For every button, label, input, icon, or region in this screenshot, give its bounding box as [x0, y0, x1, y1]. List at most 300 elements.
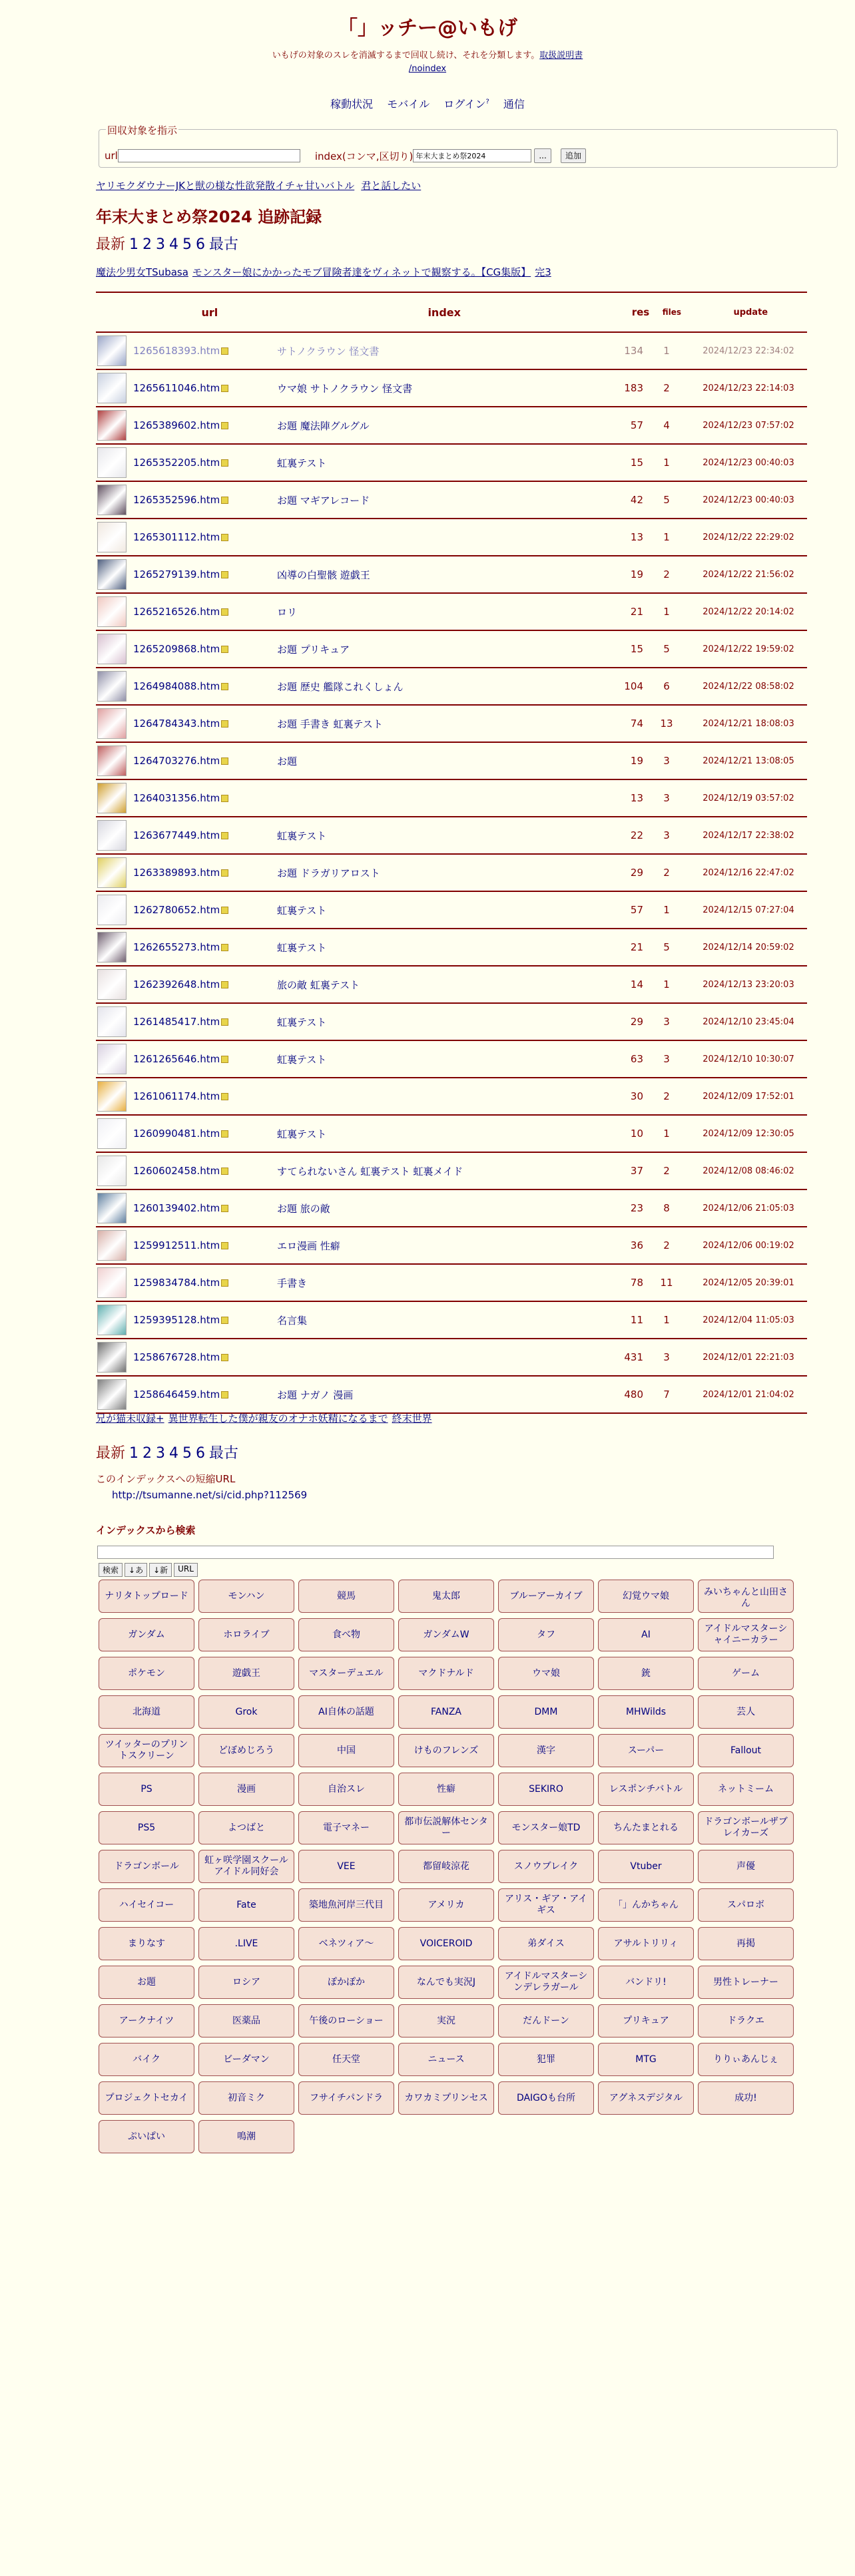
- thread-link[interactable]: 1264031356.htm: [133, 792, 220, 804]
- tag-button[interactable]: アイドルマスターシンデレラガール: [498, 1966, 594, 1999]
- cell-index[interactable]: エロ漫画 性癖: [277, 1239, 340, 1252]
- tag-button[interactable]: ドラゴンボール: [99, 1850, 194, 1883]
- tag-button[interactable]: DAIGOも台所: [498, 2081, 594, 2115]
- cell-index[interactable]: お題: [277, 755, 298, 767]
- tag-button[interactable]: ロシア: [198, 1966, 294, 1999]
- col-update: update: [733, 307, 768, 318]
- archive-icon[interactable]: [221, 720, 228, 728]
- archive-icon[interactable]: [221, 385, 228, 392]
- thread-link[interactable]: 1264703276.htm: [133, 755, 220, 767]
- cell-index[interactable]: お題 ドラガリアロスト: [277, 867, 380, 879]
- tag-button[interactable]: フサイチパンドラ: [298, 2081, 394, 2115]
- thread-thumbnail[interactable]: [97, 857, 127, 888]
- thread-link[interactable]: 1265352205.htm: [133, 457, 220, 469]
- pager-bottom: [96, 1442, 242, 1462]
- archive-icon[interactable]: [221, 1130, 228, 1138]
- thread-link[interactable]: 1262655273.htm: [133, 941, 220, 953]
- thread-thumbnail[interactable]: [97, 1267, 127, 1298]
- thread-link[interactable]: 1258646459.htm: [133, 1389, 220, 1400]
- archive-icon[interactable]: [221, 757, 228, 765]
- thread-thumbnail[interactable]: [97, 708, 127, 739]
- thread-thumbnail[interactable]: [97, 596, 127, 627]
- tag-button[interactable]: AI: [598, 1618, 694, 1651]
- archive-icon[interactable]: [221, 1242, 228, 1249]
- pager-page-1[interactable]: 1: [129, 1445, 139, 1462]
- tag-button[interactable]: 都市伝説解体センター: [398, 1811, 494, 1844]
- cell-index[interactable]: お題 手書き 虹裏テスト: [277, 718, 383, 730]
- tag-button[interactable]: けものフレンズ: [398, 1734, 494, 1767]
- cell-index[interactable]: サトノクラウン 怪文書: [277, 345, 380, 357]
- thread-thumbnail[interactable]: [97, 1081, 127, 1112]
- thread-link[interactable]: 1263677449.htm: [133, 829, 220, 841]
- tag-button[interactable]: アリス・ギア・アイギス: [498, 1888, 594, 1922]
- tag-button[interactable]: ぽかぽか: [298, 1966, 394, 1999]
- cell-update: 2024/12/06 00:19:02: [703, 1240, 794, 1251]
- thread-link[interactable]: 1259834784.htm: [133, 1277, 220, 1289]
- pager-newest[interactable]: 最新: [96, 1445, 126, 1462]
- tag-button[interactable]: スノウブレイク: [498, 1850, 594, 1883]
- tag-button[interactable]: よつばと: [198, 1811, 294, 1844]
- table-row: [96, 892, 807, 929]
- cell-files: 3: [663, 792, 670, 804]
- table-row: [96, 1190, 807, 1227]
- thread-link[interactable]: 1260990481.htm: [133, 1128, 220, 1140]
- add-button[interactable]: 追加: [561, 148, 586, 163]
- tag-button[interactable]: 幻覚ウマ娘: [598, 1580, 694, 1613]
- pager-page-3[interactable]: 3: [156, 236, 166, 253]
- cell-index[interactable]: お題 ナガノ 漫画: [277, 1389, 354, 1401]
- pager-oldest[interactable]: 最古: [209, 236, 239, 253]
- archive-icon[interactable]: [221, 1205, 228, 1212]
- tag-button[interactable]: どぼめじろう: [198, 1734, 294, 1767]
- thread-thumbnail[interactable]: [97, 634, 127, 664]
- archive-icon[interactable]: [221, 1093, 228, 1100]
- thread-link[interactable]: 1264984088.htm: [133, 680, 220, 692]
- cell-update: 2024/12/23 07:57:02: [703, 420, 794, 431]
- cell-url: [96, 671, 277, 702]
- tag-button[interactable]: プロジェクトセカイ: [99, 2081, 194, 2115]
- archive-icon[interactable]: [221, 347, 228, 355]
- short-url-block: [96, 1471, 307, 1503]
- thread-link[interactable]: 1265618393.htm: [133, 345, 220, 357]
- tag-button[interactable]: ガンダム: [99, 1618, 194, 1651]
- tag-button[interactable]: スーパー: [598, 1734, 694, 1767]
- foot-links: [96, 1411, 436, 1425]
- cell-files: 3: [663, 829, 670, 841]
- foot-link-1[interactable]: 兄が猫未収録+: [96, 1412, 164, 1424]
- table-row: [96, 631, 807, 668]
- thread-thumbnail[interactable]: [97, 1044, 127, 1074]
- thread-thumbnail[interactable]: [97, 1342, 127, 1373]
- archive-icon[interactable]: [221, 832, 228, 839]
- tag-button[interactable]: モンスター娘TD: [498, 1811, 594, 1844]
- cell-files: 8: [663, 1202, 670, 1214]
- cell-files: 4: [663, 419, 670, 431]
- cell-files: 2: [663, 1239, 670, 1251]
- tag-button[interactable]: 犯罪: [498, 2043, 594, 2076]
- top-link-2[interactable]: 君と話したい: [361, 180, 422, 192]
- table-row: [96, 1302, 807, 1339]
- table-row: [96, 1041, 807, 1078]
- cell-index[interactable]: 虹裏テスト: [277, 1053, 327, 1066]
- short-url-value[interactable]: http://tsumanne.net/si/cid.php?112569: [112, 1489, 308, 1501]
- table-row: [96, 1153, 807, 1190]
- cell-index[interactable]: お題 魔法陣グルグル: [277, 419, 370, 432]
- sub-link-3[interactable]: 完3: [535, 266, 551, 278]
- thread-thumbnail[interactable]: [97, 1230, 127, 1261]
- tag-button[interactable]: 競馬: [298, 1580, 394, 1613]
- tag-button[interactable]: まりなす: [99, 1927, 194, 1960]
- thread-link[interactable]: 1259912511.htm: [133, 1239, 220, 1251]
- tag-button[interactable]: ビーダマン: [198, 2043, 294, 2076]
- tag-button[interactable]: アークナイツ: [99, 2004, 194, 2038]
- thread-thumbnail[interactable]: [97, 1305, 127, 1335]
- cell-files: 1: [663, 978, 670, 990]
- thread-link[interactable]: 1258676728.htm: [133, 1351, 220, 1363]
- cell-res: 13: [630, 792, 643, 804]
- thread-link[interactable]: 1259395128.htm: [133, 1314, 220, 1326]
- thread-thumbnail[interactable]: [97, 820, 127, 851]
- tag-button[interactable]: スパロボ: [698, 1888, 794, 1922]
- tag-button[interactable]: ハイセイコー: [99, 1888, 194, 1922]
- tag-button[interactable]: 初音ミク: [198, 2081, 294, 2115]
- search-input[interactable]: [97, 1546, 774, 1559]
- thread-link[interactable]: 1265301112.htm: [133, 531, 220, 543]
- tag-button[interactable]: ドラクエ: [698, 2004, 794, 2038]
- archive-icon[interactable]: [221, 907, 228, 914]
- cell-index[interactable]: ウマ娘 サトノクラウン 怪文書: [277, 382, 413, 395]
- thread-link[interactable]: 1260602458.htm: [133, 1165, 220, 1177]
- tag-button[interactable]: AI自体の話題: [298, 1695, 394, 1729]
- sort-new-button[interactable]: ↓新: [149, 1563, 172, 1577]
- tag-button[interactable]: 「」んかちゃん: [598, 1888, 694, 1922]
- cell-update: 2024/12/01 21:04:02: [703, 1389, 794, 1400]
- tag-button[interactable]: Vtuber: [598, 1850, 694, 1883]
- cell-index[interactable]: 虹裏テスト: [277, 457, 327, 469]
- tag-button[interactable]: バンドリ!: [598, 1966, 694, 1999]
- thread-link[interactable]: 1263389893.htm: [133, 867, 220, 879]
- tag-button[interactable]: Fallout: [698, 1734, 794, 1767]
- thread-thumbnail[interactable]: [97, 373, 127, 403]
- cell-index[interactable]: 虹裏テスト: [277, 904, 327, 917]
- cell-files: 3: [663, 1351, 670, 1363]
- thread-thumbnail[interactable]: [97, 932, 127, 963]
- thread-link[interactable]: 1264784343.htm: [133, 718, 220, 730]
- tag-button[interactable]: 自治スレ: [298, 1773, 394, 1806]
- tag-button[interactable]: VOICEROID: [398, 1927, 494, 1960]
- tag-button[interactable]: モンハン: [198, 1580, 294, 1613]
- cell-res: 23: [630, 1202, 643, 1214]
- tag-button[interactable]: DMM: [498, 1695, 594, 1729]
- foot-link-2[interactable]: 異世界転生した僕が親友のオナホ妖精になるまで: [168, 1412, 388, 1424]
- index-input[interactable]: [413, 149, 531, 162]
- cell-index[interactable]: お題 旅の敵: [277, 1202, 330, 1215]
- thread-thumbnail[interactable]: [97, 485, 127, 515]
- cell-index[interactable]: お題 歴史 艦隊これくしょん: [277, 680, 404, 693]
- top-link-1[interactable]: ヤリモクダウナーJKと獣の様な性欲発散イチャ甘いバトル: [96, 180, 355, 192]
- pager-page-2[interactable]: 2: [142, 236, 152, 253]
- thread-thumbnail[interactable]: [97, 671, 127, 702]
- archive-icon[interactable]: [221, 571, 228, 578]
- cell-url: [96, 1193, 277, 1223]
- archive-icon[interactable]: [221, 422, 228, 429]
- noindex-link[interactable]: /noindex: [408, 64, 447, 74]
- thread-thumbnail[interactable]: [97, 410, 127, 441]
- thread-thumbnail[interactable]: [97, 1006, 127, 1037]
- tag-button[interactable]: みいちゃんと山田さん: [698, 1580, 794, 1613]
- thread-thumbnail[interactable]: [97, 1379, 127, 1410]
- sub-link-1[interactable]: 魔法少男女TSubasa: [96, 266, 188, 278]
- thread-thumbnail[interactable]: [97, 559, 127, 590]
- cell-files: 2: [663, 382, 670, 394]
- cell-url: [96, 783, 277, 813]
- cell-update: 2024/12/21 13:08:05: [703, 755, 794, 766]
- cell-url: [96, 1081, 277, 1112]
- table-row: [96, 1227, 807, 1265]
- archive-icon[interactable]: [221, 1018, 228, 1026]
- tag-button[interactable]: 医薬品: [198, 2004, 294, 2038]
- table-row: [96, 407, 807, 445]
- tag-button[interactable]: ベネツィア～: [298, 1927, 394, 1960]
- cell-index[interactable]: お題 マギアレコード: [277, 494, 370, 507]
- archive-icon[interactable]: [221, 1056, 228, 1063]
- search-button[interactable]: 検索: [99, 1563, 123, 1577]
- archive-icon[interactable]: [221, 1168, 228, 1175]
- pager-page-3[interactable]: 3: [156, 1445, 166, 1462]
- tag-button[interactable]: だんドーン: [498, 2004, 594, 2038]
- cell-update: 2024/12/23 22:34:02: [703, 345, 794, 356]
- pager-page-6[interactable]: 6: [196, 236, 206, 253]
- thread-link[interactable]: 1262392648.htm: [133, 978, 220, 990]
- tag-button[interactable]: ツイッターのプリントスクリーン: [99, 1734, 194, 1767]
- archive-icon[interactable]: [221, 981, 228, 988]
- cell-files: 5: [663, 941, 670, 953]
- thread-thumbnail[interactable]: [97, 1156, 127, 1186]
- thread-link[interactable]: 1265389602.htm: [133, 419, 220, 431]
- tag-button[interactable]: ドラゴンボールザブレイカーズ: [698, 1811, 794, 1844]
- tag-button[interactable]: 再掲: [698, 1927, 794, 1960]
- tag-button[interactable]: アメリカ: [398, 1888, 494, 1922]
- cell-files: 1: [663, 531, 670, 543]
- archive-icon[interactable]: [221, 1279, 228, 1287]
- pager-page-5[interactable]: 5: [182, 1445, 192, 1462]
- pager-page-1[interactable]: 1: [129, 236, 139, 253]
- thread-link[interactable]: 1260139402.htm: [133, 1202, 220, 1214]
- tag-button[interactable]: バイク: [99, 2043, 194, 2076]
- tag-button[interactable]: ニュース: [398, 2043, 494, 2076]
- thread-thumbnail[interactable]: [97, 335, 127, 366]
- tag-button[interactable]: ポケモン: [99, 1657, 194, 1690]
- tag-button[interactable]: アイドルマスターシャイニーカラー: [698, 1618, 794, 1651]
- tag-button[interactable]: 弟ダイス: [498, 1927, 594, 1960]
- tag-button[interactable]: MHWilds: [598, 1695, 694, 1729]
- tag-button[interactable]: 銃: [598, 1657, 694, 1690]
- tag-button[interactable]: 男性トレーナー: [698, 1966, 794, 1999]
- table-row: [96, 1377, 807, 1414]
- tag-button[interactable]: SEKIRO: [498, 1773, 594, 1806]
- tag-button[interactable]: ホロライブ: [198, 1618, 294, 1651]
- tag-button[interactable]: 遊戯王: [198, 1657, 294, 1690]
- tag-button[interactable]: Grok: [198, 1695, 294, 1729]
- tag-button[interactable]: マスターデュエル: [298, 1657, 394, 1690]
- tag-button[interactable]: 中国: [298, 1734, 394, 1767]
- tag-button[interactable]: アサルトリリィ: [598, 1927, 694, 1960]
- url-button[interactable]: URL: [174, 1563, 198, 1577]
- url-label: url: [105, 150, 118, 162]
- thread-thumbnail[interactable]: [97, 447, 127, 478]
- cell-url: [96, 932, 277, 963]
- tag-button[interactable]: 性癖: [398, 1773, 494, 1806]
- thread-link[interactable]: 1265216526.htm: [133, 606, 220, 618]
- tag-button[interactable]: プリキュア: [598, 2004, 694, 2038]
- cell-index[interactable]: 名言集: [277, 1314, 308, 1327]
- tag-button[interactable]: 成功!: [698, 2081, 794, 2115]
- tag-button[interactable]: 電子マネー: [298, 1811, 394, 1844]
- thread-thumbnail[interactable]: [97, 969, 127, 1000]
- tag-button[interactable]: アグネスデジタル: [598, 2081, 694, 2115]
- tag-button[interactable]: ナリタトップロード: [99, 1580, 194, 1613]
- cell-res: 134: [624, 345, 643, 357]
- nav-mobile[interactable]: モバイル: [387, 98, 430, 110]
- tag-button[interactable]: ガンダムW: [398, 1618, 494, 1651]
- cell-index[interactable]: 虹裏テスト: [277, 829, 327, 842]
- archive-icon[interactable]: [221, 795, 228, 802]
- pager-page-6[interactable]: 6: [196, 1445, 206, 1462]
- thread-link[interactable]: 1261061174.htm: [133, 1090, 220, 1102]
- tag-button[interactable]: 芸人: [698, 1695, 794, 1729]
- tag-button[interactable]: 実況: [398, 2004, 494, 2038]
- thread-thumbnail[interactable]: [97, 895, 127, 925]
- archive-icon[interactable]: [221, 1317, 228, 1324]
- cell-index[interactable]: 虹裏テスト: [277, 941, 327, 954]
- thread-link[interactable]: 1265279139.htm: [133, 568, 220, 580]
- thread-link[interactable]: 1262780652.htm: [133, 904, 220, 916]
- thread-link[interactable]: 1261265646.htm: [133, 1053, 220, 1065]
- tag-button[interactable]: 漢字: [498, 1734, 594, 1767]
- more-button[interactable]: ...: [534, 148, 551, 163]
- archive-icon[interactable]: [221, 944, 228, 951]
- tag-button[interactable]: りりぃあんじぇ: [698, 2043, 794, 2076]
- cell-index[interactable]: ロリ: [277, 606, 298, 618]
- tag-button[interactable]: PS: [99, 1773, 194, 1806]
- cell-index[interactable]: 手書き: [277, 1277, 308, 1289]
- cell-index[interactable]: 虹裏テスト: [277, 1128, 327, 1140]
- cell-index[interactable]: すてられないさん 虹裏テスト 虹裏メイド: [277, 1165, 463, 1178]
- thread-thumbnail[interactable]: [97, 783, 127, 813]
- tag-button[interactable]: カワカミプリンセス: [398, 2081, 494, 2115]
- pager-page-2[interactable]: 2: [142, 1445, 152, 1462]
- cell-index[interactable]: 旅の敵 虹裏テスト: [277, 978, 360, 991]
- tag-button[interactable]: なんでも実況J: [398, 1966, 494, 1999]
- tag-button[interactable]: 漫画: [198, 1773, 294, 1806]
- cell-files: 2: [663, 867, 670, 879]
- archive-icon[interactable]: [221, 646, 228, 653]
- pager-page-4[interactable]: 4: [169, 236, 179, 253]
- tag-button[interactable]: .LIVE: [198, 1927, 294, 1960]
- tag-button[interactable]: マクドナルド: [398, 1657, 494, 1690]
- thread-thumbnail[interactable]: [97, 1193, 127, 1223]
- tag-button[interactable]: ゲーム: [698, 1657, 794, 1690]
- cell-res: 63: [630, 1053, 643, 1065]
- archive-icon[interactable]: [221, 459, 228, 467]
- tag-button[interactable]: 鳴潮: [198, 2120, 294, 2153]
- pager-oldest[interactable]: 最古: [209, 1445, 239, 1462]
- tag-button[interactable]: FANZA: [398, 1695, 494, 1729]
- url-input[interactable]: [118, 149, 300, 162]
- thread-link[interactable]: 1261485417.htm: [133, 1016, 220, 1028]
- archive-icon[interactable]: [221, 534, 228, 541]
- archive-icon[interactable]: [221, 1391, 228, 1398]
- nav-status[interactable]: 稼動状況: [330, 98, 374, 110]
- pager-page-5[interactable]: 5: [182, 236, 192, 253]
- tag-button[interactable]: タフ: [498, 1618, 594, 1651]
- thread-link[interactable]: 1265352596.htm: [133, 494, 220, 506]
- archive-icon[interactable]: [221, 683, 228, 690]
- tag-button[interactable]: レスポンチバトル: [598, 1773, 694, 1806]
- archive-icon[interactable]: [221, 1354, 228, 1361]
- tag-button[interactable]: MTG: [598, 2043, 694, 2076]
- tag-button[interactable]: 鬼太郎: [398, 1580, 494, 1613]
- sort-kana-button[interactable]: ↓あ: [125, 1563, 147, 1577]
- tag-button[interactable]: VEE: [298, 1850, 394, 1883]
- thread-thumbnail[interactable]: [97, 1118, 127, 1149]
- tag-button[interactable]: 虹ヶ咲学園スクールアイドル同好会: [198, 1850, 294, 1883]
- tag-button[interactable]: ブルーアーカイブ: [498, 1580, 594, 1613]
- archive-icon[interactable]: [221, 608, 228, 616]
- cell-index[interactable]: 虹裏テスト: [277, 1016, 327, 1028]
- tag-button[interactable]: PS5: [99, 1811, 194, 1844]
- tag-button[interactable]: Fate: [198, 1888, 294, 1922]
- thread-table: [96, 292, 807, 1414]
- tag-button[interactable]: ぷいぱい: [99, 2120, 194, 2153]
- tag-button[interactable]: 都留岐涼花: [398, 1850, 494, 1883]
- pager-newest[interactable]: 最新: [96, 236, 126, 253]
- nav-comm[interactable]: 通信: [503, 98, 525, 110]
- tag-button[interactable]: 築地魚河岸三代目: [298, 1888, 394, 1922]
- sub-link-2[interactable]: モンスター娘にかかったモブ冒険者達をヴィネットで観察する。【CG集版】: [192, 266, 531, 278]
- cell-index[interactable]: 凶導の白聖骸 遊戯王: [277, 568, 370, 581]
- table-body: [96, 333, 807, 1414]
- thread-thumbnail[interactable]: [97, 746, 127, 776]
- thread-thumbnail[interactable]: [97, 522, 127, 552]
- thread-link[interactable]: 1265611046.htm: [133, 382, 220, 394]
- cell-res: 57: [630, 419, 643, 431]
- pager-page-4[interactable]: 4: [169, 1445, 179, 1462]
- archive-icon[interactable]: [221, 869, 228, 877]
- cell-index[interactable]: お題 プリキュア: [277, 643, 350, 656]
- cell-files: 2: [663, 1165, 670, 1177]
- tag-button[interactable]: ウマ娘: [498, 1657, 594, 1690]
- tag-button[interactable]: 食べ物: [298, 1618, 394, 1651]
- tag-button[interactable]: 声優: [698, 1850, 794, 1883]
- tag-button[interactable]: 任天堂: [298, 2043, 394, 2076]
- tag-button[interactable]: 北海道: [99, 1695, 194, 1729]
- archive-icon[interactable]: [221, 497, 228, 504]
- cell-files: 3: [663, 1016, 670, 1028]
- cell-update: 2024/12/21 18:08:03: [703, 718, 794, 729]
- cell-update: 2024/12/04 11:05:03: [703, 1315, 794, 1325]
- guide-link[interactable]: 取扱説明書: [539, 51, 583, 61]
- nav-login[interactable]: [443, 98, 489, 110]
- foot-link-3[interactable]: 終末世界: [392, 1412, 432, 1424]
- tag-button[interactable]: 午後のローショー: [298, 2004, 394, 2038]
- tag-button[interactable]: ネットミーム: [698, 1773, 794, 1806]
- tag-button[interactable]: お題: [99, 1966, 194, 1999]
- cell-url: [96, 522, 277, 552]
- thread-link[interactable]: 1265209868.htm: [133, 643, 220, 655]
- tag-button[interactable]: ちんたまとれる: [598, 1811, 694, 1844]
- cell-files: 1: [663, 457, 670, 469]
